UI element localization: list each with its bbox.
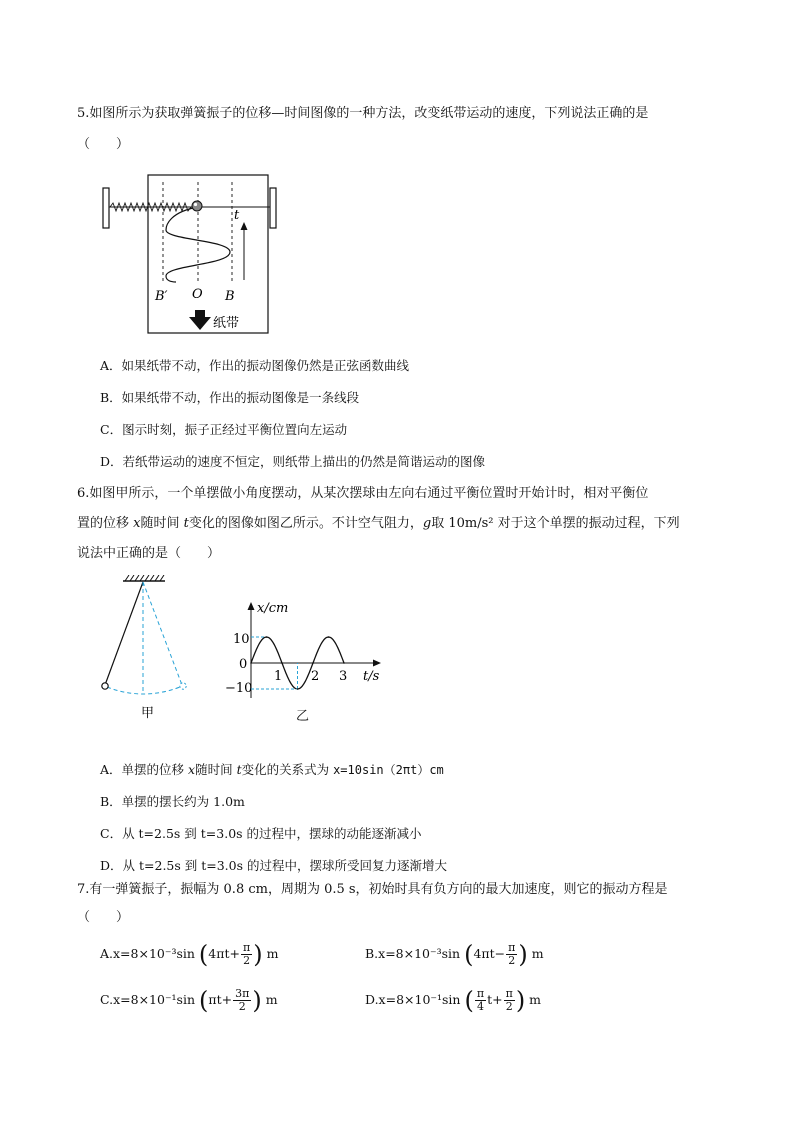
y-axis-arrow-icon xyxy=(248,602,255,610)
time-arrow-head xyxy=(241,222,248,230)
q5-option-d: D．若纸带运动的速度不恒定，则纸带上描出的仍然是简谐运动的图像 xyxy=(100,454,486,469)
q7-option-a: A.x=8×10⁻³sin (4πt+ $\frac{\pi}{2}$ ) m xyxy=(100,940,279,969)
left-wall xyxy=(103,188,109,228)
y-tick-10: 10 xyxy=(233,632,250,647)
oscillator-ball xyxy=(192,201,202,211)
q7-option-d: D.x=8×10⁻¹sin ( $\frac{\pi}{4}$ t+ $\frac{\pi}{2}$ ) m xyxy=(365,986,542,1015)
x-axis-arrow-icon xyxy=(373,660,381,667)
x-tick-3: 3 xyxy=(339,669,348,684)
q6-option-a: A．单摆的位移 x随时间 t变化的关系式为 x=10sin（2πt）cm xyxy=(100,762,444,777)
figure-jia-label: 甲 xyxy=(141,706,155,721)
y-tick-0: 0 xyxy=(239,657,248,672)
data-point xyxy=(250,662,252,664)
pendulum-bob xyxy=(102,683,108,689)
q6-option-c: C．从 t=2.5s 到 t=3.0s 的过程中，摆球的动能逐渐减小 xyxy=(100,826,422,841)
pendulum-string xyxy=(105,582,143,685)
q6-option-d: D．从 t=2.5s 到 t=3.0s 的过程中，摆球所受回复力逐渐增大 xyxy=(100,858,447,873)
data-point xyxy=(343,662,345,664)
paper-tape-frame xyxy=(148,175,268,333)
q7-stem-line2: （ ） xyxy=(77,910,130,925)
y-axis-label: x/cm xyxy=(257,601,289,616)
data-point xyxy=(281,662,283,664)
q5-option-a: A．如果纸带不动，作出的振动图像仍然是正弦函数曲线 xyxy=(100,358,410,373)
q6-stem-line3: 说法中正确的是（ ） xyxy=(77,546,221,561)
q5-option-b: B．如果纸带不动，作出的振动图像是一条线段 xyxy=(100,390,360,405)
data-point xyxy=(328,636,330,638)
label-t: t xyxy=(234,208,240,223)
q6-stem-line1: 6.如图甲所示，一个单摆做小角度摆动，从某次摆球由左向右通过平衡位置时开始计时，相对平衡位 xyxy=(77,486,649,501)
data-point xyxy=(266,636,268,638)
y-tick-minus-10: −10 xyxy=(225,681,253,696)
x-tick-1: 1 xyxy=(274,669,283,684)
label-b: B xyxy=(225,289,235,304)
label-tape: 纸带 xyxy=(213,316,240,331)
q6-option-b: B．单摆的摆长约为 1.0m xyxy=(100,794,245,809)
label-b-prime: B′ xyxy=(155,289,168,304)
data-point xyxy=(312,662,314,664)
q5-option-c: C．图示时刻，振子正经过平衡位置向左运动 xyxy=(100,422,348,437)
q5-spring-oscillator-figure xyxy=(100,170,290,340)
x-tick-2: 2 xyxy=(311,669,320,684)
q7-option-b: B.x=8×10⁻³sin (4πt− $\frac{\pi}{2}$ ) m xyxy=(365,940,544,969)
q7-stem-line1: 7.有一弹簧振子，振幅为 0.8 cm，周期为 0.5 s，初始时具有负方向的最大加速度，则它的振动方程是 xyxy=(77,882,668,897)
figure-yi-label: 乙 xyxy=(296,709,310,724)
data-point xyxy=(297,688,299,690)
q6-pendulum-figure xyxy=(95,575,205,725)
x-axis-label: t/s xyxy=(363,669,380,684)
q5-stem-line1: 5.如图所示为获取弹簧振子的位移—时间图像的一种方法，改变纸带运动的速度，下列说法正确的是 xyxy=(77,106,649,121)
tape-direction-arrow-icon xyxy=(189,317,211,330)
q7-option-c: C.x=8×10⁻¹sin (πt+ $\frac{3\pi}{2}$ ) m xyxy=(100,986,278,1015)
q5-stem-line2: （ ） xyxy=(77,137,130,152)
label-o: O xyxy=(192,287,203,302)
right-wall xyxy=(270,188,276,228)
q6-stem-line2: 置的位移 x随时间 t变化的图像如图乙所示。不计空气阻力，g取 10m/s² 对于这个单摆的振动过程，下列 xyxy=(77,516,680,531)
